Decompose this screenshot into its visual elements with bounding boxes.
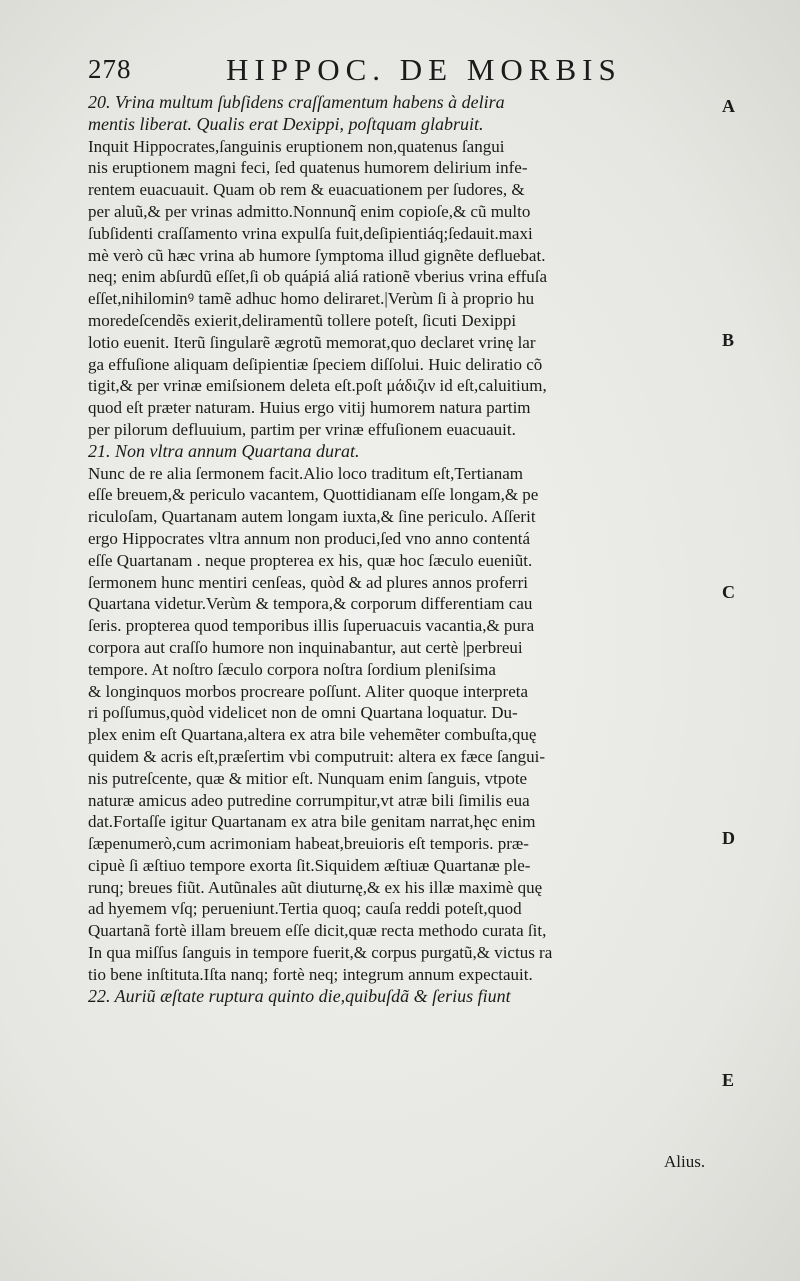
margin-letter-b: B	[722, 330, 735, 350]
body-text	[88, 92, 713, 1007]
text-line: eſſe Quartanam . neque propterea ex his, quæ hoc ſæculo eueniũt.	[88, 550, 533, 570]
text-line: In qua miſſus ſanguis in tempore fuerit,& corpus purgatũ,& victus ra	[88, 943, 553, 963]
text-line: Nunc de re alia ſermonem facit.Alio loco traditum eſt,Tertianam	[88, 463, 523, 483]
text-line: riculoſam, Quartanam autem longam iuxta,& ſine periculo. Aſſerit	[88, 507, 536, 527]
text-line: moredeſcendẽs exierit,deliramentũ tollere poteſt, ſicuti Dexippi	[88, 310, 517, 330]
running-title: HIPPOC. DE MORBIS	[226, 52, 622, 87]
text-line: rentem euacuauit. Quam ob rem & euacuationem per ſudores, &	[88, 180, 525, 200]
text-line: ſermonem hunc mentiri cenſeas, quòd & ad plures annos proferri	[88, 572, 528, 592]
page-number: 278	[88, 54, 132, 84]
margin-letter-c: C	[722, 582, 735, 602]
text-line: ergo Hippocrates vltra annum non produci,ſed vno anno contentá	[88, 528, 531, 548]
text-line: tempore. At noſtro ſæculo corpora noſtra ſordium pleniſsima	[88, 659, 496, 679]
text-line: ad hyemem vſq; perueniunt.Tertia quoq; cauſa reddi poteſt,quod	[88, 899, 522, 919]
text-line: Quartanã fortè illam breuem eſſe dicit,quæ recta methodo curata ſit,	[88, 921, 547, 941]
text-line: tigit,& per vrinæ emiſsionem deleta eſt.poſt μάδιζιν id eſt,caluitium,	[88, 376, 547, 396]
text-line: ſeris. propterea quod temporibus illis ſuperuacuis vacantia,& pura	[88, 616, 535, 636]
margin-letter-d: D	[722, 828, 735, 848]
text-line: tio bene inſtituta.Iſta nanq; fortè neq; integrum annum expectauit.	[88, 964, 533, 984]
margin-letter-e: E	[722, 1070, 735, 1090]
text-line: dat.Fortaſſe igitur Quartanam ex atra bile genitam narrat,hęc enim	[88, 812, 536, 832]
text-line: Quartana videtur.Verùm & tempora,& corporum differentiam cau	[88, 594, 533, 614]
text-line: ſubſidenti craſſamento vrina expulſa fuit,deſipientiáq;ſedauit.maxi	[88, 223, 533, 243]
text-line: ri poſſumus,quòd videlicet non de omni Quartana loquatur. Du-	[88, 703, 518, 723]
text-line: nis eruptionem magni feci, ſed quatenus humorem delirium infe-	[88, 158, 528, 178]
text-line: 22. Auriũ æſtate ruptura quinto die,quibuſdã & ſerius fiunt	[88, 985, 511, 1006]
text-line: quod eſt præter naturam. Huius ergo vitij humorem natura partim	[88, 398, 531, 418]
text-line: eſſe breuem,& periculo vacantem, Quottidianam eſſe longam,& pe	[88, 485, 539, 505]
text-line: corpora aut craſſo humore non inquinabantur, aut certè |perbreui	[88, 637, 523, 657]
text-line: per pilorum defluuium, partim per vrinæ effuſionem euacuauit.	[88, 419, 516, 439]
text-line: mentis liberat. Qualis erat Dexippi, poſtquam glabruit.	[88, 113, 484, 134]
text-line: Inquit Hippocrates,ſanguinis eruptionem non,quatenus ſangui	[88, 136, 505, 156]
text-line: neq; enim abſurdũ eſſet,ſi ob quápiá aliá rationẽ vberius vrina effuſa	[88, 267, 547, 287]
text-line: & longinquos morbos procreare poſſunt. Aliter quoque interpreta	[88, 681, 529, 701]
text-line: lotio euenit. Iterũ ſingularẽ ægrotũ memorat,quo declaret vrinę lar	[88, 332, 536, 352]
text-line: 20. Vrina multum ſubſidens craſſamentum habens à delira	[88, 92, 505, 112]
text-line: cipuè ſi æſtiuo tempore exorta ſit.Siquidem æſtiuæ Quartanæ ple-	[88, 855, 531, 875]
text-line: naturæ amicus adeo putredine corrumpitur,vt atræ bili ſimilis eua	[88, 790, 530, 810]
page-header	[88, 48, 648, 92]
text-line: per aluũ,& per vrinas admitto.Nonnunq̃ enim copioſe,& cũ multo	[88, 201, 531, 221]
text-line: runq; breues fiũt. Autũnales aũt diuturnę,& ex his illæ maximè quę	[88, 877, 543, 897]
margin-letter-a: A	[722, 96, 735, 116]
text-line: quidem & acris eſt,præſertim vbi computruit: altera ex fæce ſangui-	[88, 746, 545, 766]
catchword: Alius.	[664, 1152, 706, 1171]
text-line: ſæpenumerò,cum acrimoniam habeat,breuioris eſt temporis. præ-	[88, 834, 529, 854]
text-line: mè verò cũ hæc vrina ab humore ſymptoma illud gignẽte defluebat.	[88, 245, 546, 265]
text-line: 21. Non vltra annum Quartana durat.	[88, 440, 360, 461]
text-line: plex enim eſt Quartana,altera ex atra bile vehemẽter combuſta,quę	[88, 725, 537, 745]
text-line: eſſet,nihilominꝰ tamẽ adhuc homo deliraret.|Verùm ſi à proprio hu	[88, 289, 535, 309]
text-line: nis putreſcente, quæ & mitior eſt. Nunquam enim ſanguis, vtpote	[88, 768, 528, 788]
text-line: ga effuſione aliquam deſipientiæ ſpeciem diſſolui. Huic deliratio cõ	[88, 354, 543, 374]
